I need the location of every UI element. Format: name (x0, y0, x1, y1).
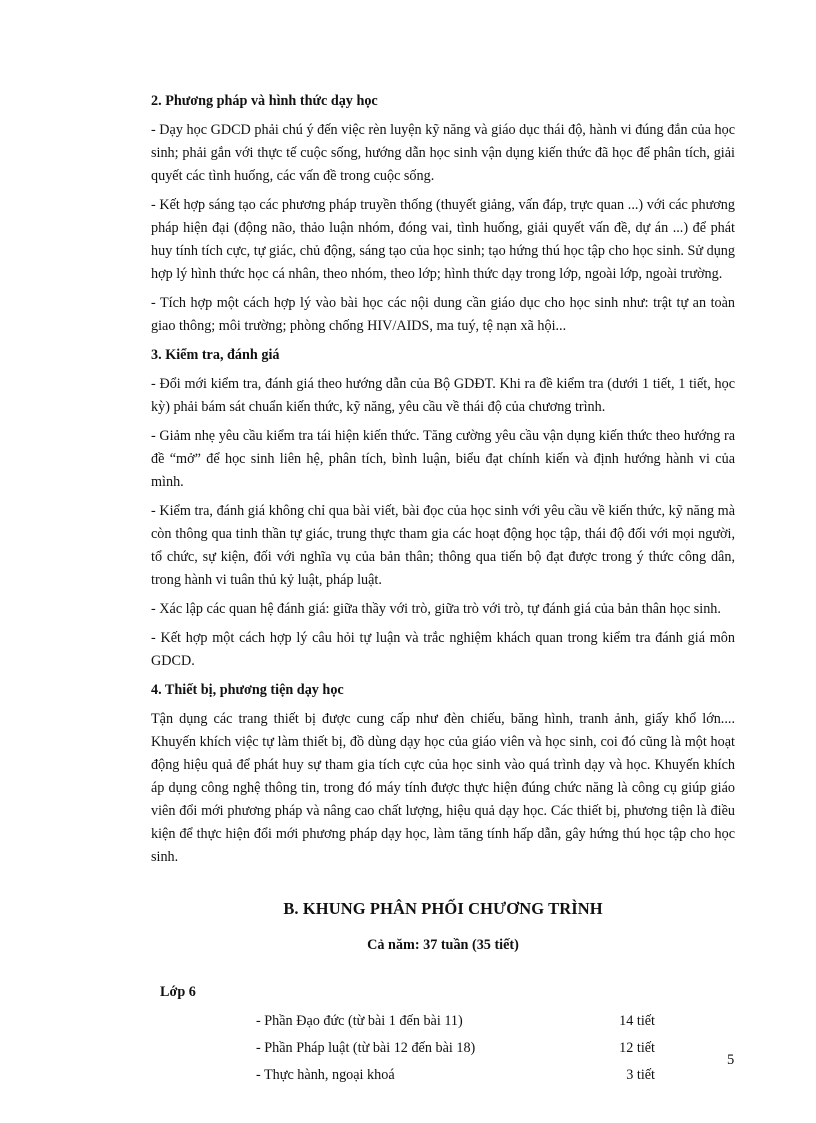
section-3-paragraph: - Giảm nhẹ yêu cầu kiểm tra tái hiện kiến thức. Tăng cường yêu cầu vận dụng kiến thức theo hướng ra đề “mở” để học sinh liên hệ, phân tích, bình luận, biểu đạt chính kiến và định hướng hành vi của mình. (151, 428, 735, 490)
program-row-label: - Thực hành, ngoại khoá (256, 1067, 395, 1083)
program-year-subtitle: Cả năm: 37 tuần (35 tiết) (367, 937, 519, 953)
section-4-paragraph: Tận dụng các trang thiết bị được cung cấp như đèn chiếu, băng hình, tranh ảnh, giấy khổ lớn.... Khuyến khích việc tự làm thiết bị, đồ dùng dạy học của giáo viên và học sinh, coi đó cũng là một hoạt động hiệu quả để phát huy sự tham gia tích cực của học sinh vào quá trình dạy và học. Khuyến khích áp dụng công nghệ thông tin, trong đó máy tính được thực hiện đúng chức năng là công cụ giúp giáo viên đổi mới phương pháp và nâng cao chất lượng, hiệu quả dạy học. Các thiết bị, phương tiện là điều kiện để thực hiện đổi mới phương pháp dạy học, làm tăng tính hấp dẫn, gây hứng thú học tập cho học sinh. (151, 711, 735, 865)
section-4-heading: 4. Thiết bị, phương tiện dạy học (151, 682, 344, 698)
section-2-heading: 2. Phương pháp và hình thức dạy học (151, 93, 378, 109)
section-3-paragraph: - Kiểm tra, đánh giá không chỉ qua bài viết, bài đọc của học sinh với yêu cầu về kiến thức, kỹ năng mà còn thông qua tinh thần tự giác, trung thực tham gia các hoạt động học tập, thái độ đối với mọi người, tổ chức, sự kiện, đối với nghĩa vụ của bản thân; thông qua tiến bộ đạt được trong ý thức công dân, trong hành vi tuân thủ kỷ luật, pháp luật. (151, 503, 735, 588)
section-2-paragraph: - Tích hợp một cách hợp lý vào bài học các nội dung cần giáo dục cho học sinh như: trật tự an toàn giao thông; môi trường; phòng chống HIV/AIDS, ma tuý, tệ nạn xã hội... (151, 295, 735, 334)
section-2-paragraph: - Dạy học GDCD phải chú ý đến việc rèn luyện kỹ năng và giáo dục thái độ, hành vi đúng đắn của học sinh; phải gắn với thực tế cuộc sống, hướng dẫn học sinh vận dụng kiến thức đã học để phân tích, giải quyết các tình huống, các vấn đề trong cuộc sống. (151, 122, 735, 184)
program-row-value: 12 tiết (619, 1040, 655, 1056)
section-3-paragraph: - Xác lập các quan hệ đánh giá: giữa thầy với trò, giữa trò với trò, tự đánh giá của bản thân học sinh. (151, 601, 721, 617)
program-row-label: - Phần Đạo đức (từ bài 1 đến bài 11) (256, 1013, 463, 1029)
class-label: Lớp 6 (160, 984, 196, 1000)
program-row-label: - Phần Pháp luật (từ bài 12 đến bài 18) (256, 1040, 476, 1056)
program-row (151, 1037, 735, 1064)
program-row (151, 1010, 735, 1037)
section-3-paragraph: - Kết hợp một cách hợp lý câu hỏi tự luận và trắc nghiệm khách quan trong kiểm tra đánh giá môn GDCD. (151, 630, 735, 669)
section-3-heading: 3. Kiểm tra, đánh giá (151, 347, 280, 363)
program-framework-title: B. KHUNG PHÂN PHỐI CHƯƠNG TRÌNH (283, 899, 603, 918)
page-number: 5 (727, 1052, 735, 1068)
section-2-paragraph: - Kết hợp sáng tạo các phương pháp truyền thống (thuyết giảng, vấn đáp, trực quan ...) với các phương pháp hiện đại (động não, thảo luận nhóm, đóng vai, tình huống, giải quyết vấn đề, dự án ...) để phát huy tính tích cực, tự giác, chủ động, sáng tạo của học sinh; tạo hứng thú học tập cho học sinh. Sử dụng hợp lý hình thức học cá nhân, theo nhóm, theo lớp; hình thức dạy trong lớp, ngoài lớp, ngoài trường. (151, 197, 735, 282)
program-row-value: 3 tiết (626, 1067, 655, 1083)
program-row (151, 1064, 735, 1091)
program-row-value: 14 tiết (619, 1013, 655, 1029)
page-content (151, 90, 735, 1091)
section-3-paragraph: - Đổi mới kiểm tra, đánh giá theo hướng dẫn của Bộ GDĐT. Khi ra đề kiểm tra (dưới 1 tiết, 1 tiết, học kỳ) phải bám sát chuẩn kiến thức, kỹ năng, yêu cầu về thái độ của chương trình. (151, 376, 735, 415)
